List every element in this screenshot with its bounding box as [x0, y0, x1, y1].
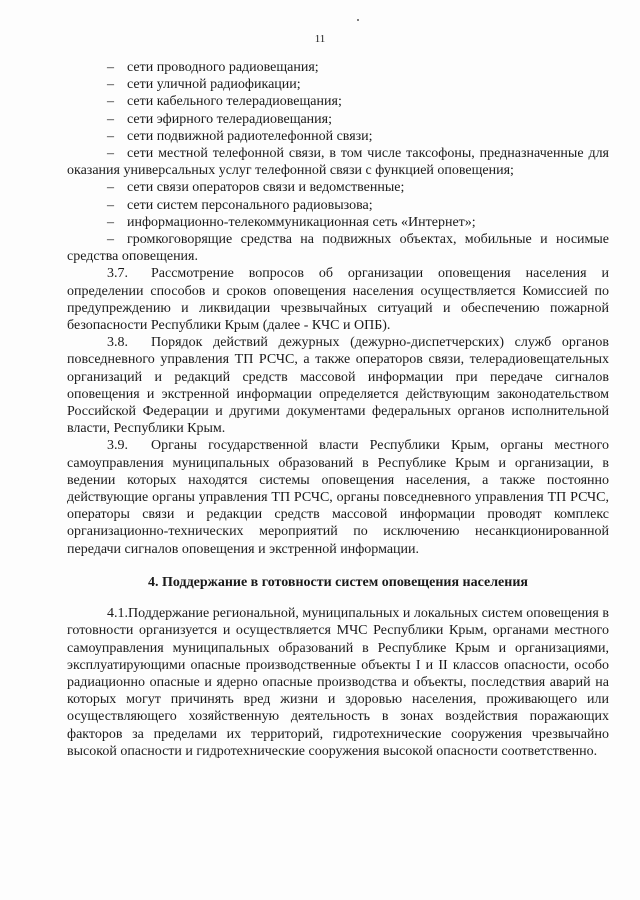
list-dash: –: [107, 146, 114, 162]
list-dash: –: [107, 128, 114, 144]
paragraph-text: Рассмотрение вопросов об организации оповещения населения и определении способов и сроков оповещения населения осуществляется Комиссией по предупреждению и ликвидации чрезвычайных ситуаций и обеспечению пожарной безопасности Республики Крым (далее - КЧС и ОПБ).: [67, 266, 609, 334]
list-item: [67, 76, 609, 93]
page-number: 11: [314, 33, 326, 45]
list-item: [67, 197, 609, 214]
paragraph-3-8: [67, 334, 609, 437]
paragraph-number: 3.8.: [107, 335, 128, 351]
list-item: [67, 59, 609, 76]
list-dash: –: [107, 94, 114, 110]
list-item: [67, 179, 609, 196]
list-item-text: сети эфирного телерадиовещания;: [127, 111, 332, 127]
document-body: [67, 59, 609, 760]
list-item: [67, 111, 609, 128]
list-item: [67, 214, 609, 231]
list-item-text: сети проводного радиовещания;: [127, 60, 319, 75]
list-item-text: сети местной телефонной связи, в том числе таксофоны, предназначенные для оказания универсальных услуг телефонной связи с функцией оповещения;: [67, 146, 609, 179]
list-item-text: сети уличной радиофикации;: [127, 77, 301, 93]
list-item: [67, 145, 609, 179]
list-item-text: сети подвижной радиотелефонной связи;: [127, 128, 373, 144]
list-item: [67, 93, 609, 110]
list-item-text: сети связи операторов связи и ведомственные;: [127, 180, 405, 196]
section-heading: 4. Поддержание в готовности систем оповещения населения: [148, 574, 528, 590]
list-dash: –: [107, 214, 114, 230]
paragraph-text: Органы государственной власти Республики Крым, органы местного самоуправления муниципальных образований в Республике Крым и организации, в ведении которых находятся системы оповещения населения, а также постоянно действующие органы управления ТП РСЧС, органы повседневного управления ТП РСЧС, операторы связи и редакции средств массовой информации проводят комплекс организационно-технических мероприятий по исключению несанкционированной передачи сигналов оповещения и экстренной информации.: [67, 438, 609, 557]
list-item-text: сети систем персонального радиовызова;: [127, 197, 373, 213]
list-item: [67, 231, 609, 265]
list-dash: –: [107, 60, 114, 75]
paragraph-3-7: [67, 265, 609, 334]
paragraph-number: 3.7.: [107, 266, 128, 282]
paragraph-3-9: [67, 437, 609, 557]
list-item-text: информационно-телекоммуникационная сеть «Интернет»;: [127, 214, 476, 230]
list-dash: –: [107, 111, 114, 127]
paragraph-number: 3.9.: [107, 438, 128, 454]
list-dash: –: [107, 197, 114, 213]
list-item: [67, 128, 609, 145]
list-dash: –: [107, 180, 114, 196]
list-item-text: громкоговорящие средства на подвижных объектах, мобильные и носимые средства оповещения.: [67, 232, 609, 265]
paragraph-text: Порядок действий дежурных (дежурно-диспетчерских) служб органов повседневного управления ТП РСЧС, а также операторов связи, телерадиовещательных организаций и редакций средств массовой информации при передаче сигналов оповещения и экстренной информации определяется действующим законодательством Российской Федерации и другими документами федеральных органов исполнительной власти, Республики Крым.: [67, 335, 609, 437]
list-dash: –: [107, 77, 114, 93]
list-dash: –: [107, 232, 114, 248]
paragraph-4-1: 4.1.Поддержание региональной, муниципальных и локальных систем оповещения в готовности организуется и осуществляется МЧС Республики Крым, органами местного самоуправления муниципальных образований в Республике Крым и организациями, эксплуатирующими опасные производственные объекты I и II классов опасности, особо радиационно опасные и ядерно опасные производства и объекты, последствия аварий на которых могут причинять вред жизни и здоровью населения, проживающего или осуществляющего хозяйственную деятельность в зонах воздействия поражающих факторов за пределами их территорий, гидротехнические сооружения чрезвычайно высокой опасности и гидротехнические сооружения высокой опасности соответственно.: [67, 606, 609, 759]
scan-speck: [357, 19, 359, 21]
list-item-text: сети кабельного телерадиовещания;: [127, 94, 342, 110]
